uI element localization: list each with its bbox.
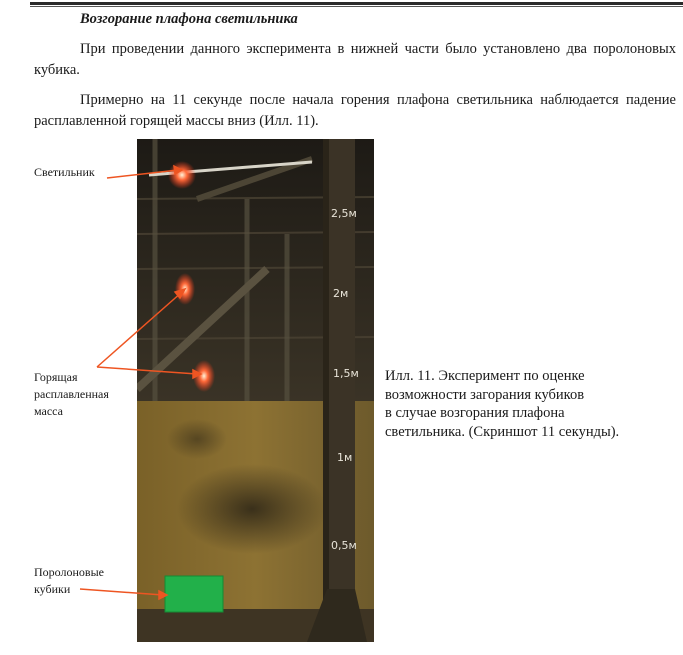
- scale-mark: 2,5м: [331, 207, 357, 220]
- paragraph-1-line-1: При проведении данного эксперимента в нижней части было установлено два: [80, 41, 587, 57]
- figure-caption: Илл. 11. Эксперимент по оценке возможности загорания кубиков в случае возгорания плафона светильника. (Скриншот 11 секунды).: [385, 368, 620, 440]
- arrow-lamp: [107, 170, 178, 178]
- scale-mark: 1,5м: [333, 367, 359, 380]
- label-burning-mass: Горящая расплавленная масса: [34, 370, 109, 418]
- section-heading: Возгорание плафона светильника: [80, 11, 298, 27]
- scale-mark: 0,5м: [331, 539, 357, 552]
- arrow-mass-lower-head: [193, 370, 201, 378]
- scale-mark: 1м: [337, 451, 353, 464]
- label-foam-cubes: Поролоновые кубики: [34, 565, 104, 596]
- label-lamp: Светильник: [34, 165, 95, 179]
- paragraph-2-line-1: Примерно на 11 секунде после начала горения плафона светильника наблюдается: [80, 92, 619, 108]
- arrow-mass-upper: [97, 292, 182, 367]
- paragraph-2-line-2: падение расплавленной горящей массы вниз (Илл. 11).: [34, 92, 676, 129]
- scale-mark: 2м: [333, 287, 349, 300]
- arrow-cubes-head: [159, 591, 167, 599]
- paragraph-1-line-2: поролоновых кубика.: [34, 41, 676, 78]
- arrow-lamp-head: [174, 166, 182, 174]
